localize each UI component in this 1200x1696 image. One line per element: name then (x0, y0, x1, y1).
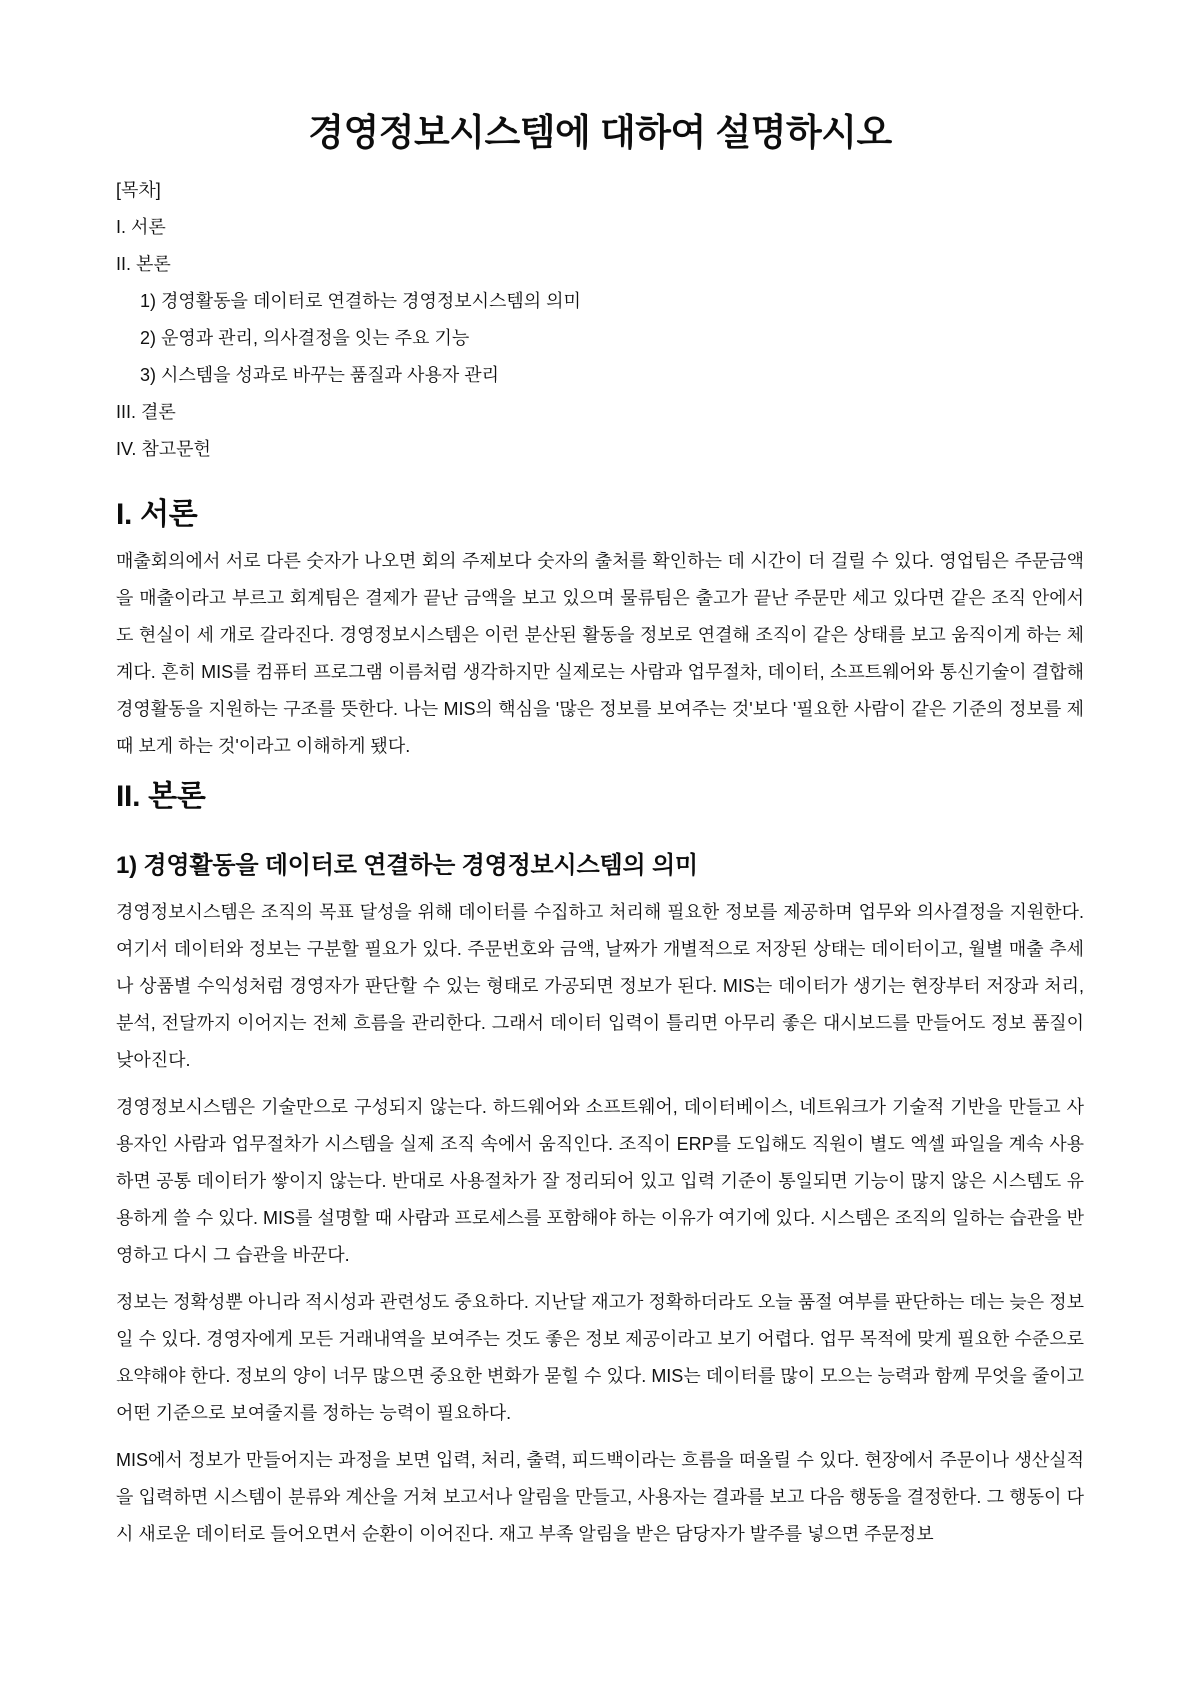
paragraph: 매출회의에서 서로 다른 숫자가 나오면 회의 주제보다 숫자의 출처를 확인하는 데 시간이 더 걸릴 수 있다. 영업팀은 주문금액을 매출이라고 부르고 회계팀은 결제가 끝난 금액을 보고 있으며 물류팀은 출고가 끝난 주문만 세고 있다면 같은 조직 안에서도 현실이 세 개로 갈라진다. 경영정보시스템은 이런 분산된 활동을 정보로 연결해 조직이 같은 상태를 보고 움직이게 하는 체계다. 흔히 MIS를 컴퓨터 프로그램 이름처럼 생각하지만 실제로는 사람과 업무절차, 데이터, 소프트웨어와 통신기술이 결합해 경영활동을 지원하는 구조를 뜻한다. 나는 MIS의 핵심을 '많은 정보를 보여주는 것'보다 '필요한 사람이 같은 기준의 정보를 제때 보게 하는 것'이라고 이해하게 됐다. (116, 551, 1084, 756)
subsection (116, 848, 1084, 1553)
toc-label: [목차] (116, 180, 161, 200)
toc-subitem: 1) 경영활동을 데이터로 연결하는 경영정보시스템의 의미 (140, 291, 581, 311)
document-title: 경영정보시스템에 대하여 설명하시오 (308, 112, 892, 153)
table-of-contents (116, 172, 1084, 468)
paragraph: 경영정보시스템은 조직의 목표 달성을 위해 데이터를 수집하고 처리해 필요한 정보를 제공하며 업무와 의사결정을 지원한다. 여기서 데이터와 정보는 구분할 필요가 있다. 주문번호와 금액, 날짜가 개별적으로 저장된 상태는 데이터이고, 월별 매출 추세나 상품별 수익성처럼 경영자가 판단할 수 있는 형태로 가공되면 정보가 된다. MIS는 데이터가 생기는 현장부터 저장과 처리, 분석, 전달까지 이어지는 전체 흐름을 관리한다. 그래서 데이터 입력이 틀리면 아무리 좋은 대시보드를 만들어도 정보 품질이 낮아진다. (116, 902, 1084, 1070)
section-body (116, 777, 1084, 1553)
toc-item: III. 결론 (116, 402, 176, 422)
section-introduction (116, 495, 1084, 765)
toc-subitem: 3) 시스템을 성과로 바꾸는 품질과 사용자 관리 (140, 365, 499, 385)
section-heading: II. 본론 (116, 780, 206, 813)
toc-subitem: 2) 운영과 관리, 의사결정을 잇는 주요 기능 (140, 328, 470, 348)
toc-item: II. 본론 (116, 254, 171, 274)
toc-item: I. 서론 (116, 217, 166, 237)
paragraph: MIS에서 정보가 만들어지는 과정을 보면 입력, 처리, 출력, 피드백이라는 흐름을 떠올릴 수 있다. 현장에서 주문이나 생산실적을 입력하면 시스템이 분류와 계산을 거쳐 보고서나 알림을 만들고, 사용자는 결과를 보고 다음 행동을 결정한다. 그 행동이 다시 새로운 데이터로 들어오면서 순환이 이어진다. 재고 부족 알림을 받은 담당자가 발주를 넣으면 주문정보 (116, 1450, 1084, 1544)
toc-item: IV. 참고문헌 (116, 439, 211, 459)
subsection-heading: 1) 경영활동을 데이터로 연결하는 경영정보시스템의 의미 (116, 852, 698, 879)
paragraph: 정보는 정확성뿐 아니라 적시성과 관련성도 중요하다. 지난달 재고가 정확하더라도 오늘 품절 여부를 판단하는 데는 늦은 정보일 수 있다. 경영자에게 모든 거래내역을 보여주는 것도 좋은 정보 제공이라고 보기 어렵다. 업무 목적에 맞게 필요한 수준으로 요약해야 한다. 정보의 양이 너무 많으면 중요한 변화가 묻힐 수 있다. MIS는 데이터를 많이 모으는 능력과 함께 무엇을 줄이고 어떤 기준으로 보여줄지를 정하는 능력이 필요하다. (116, 1292, 1084, 1423)
paragraph: 경영정보시스템은 기술만으로 구성되지 않는다. 하드웨어와 소프트웨어, 데이터베이스, 네트워크가 기술적 기반을 만들고 사용자인 사람과 업무절차가 시스템을 실제 조직 속에서 움직인다. 조직이 ERP를 도입해도 직원이 별도 엑셀 파일을 계속 사용하면 공통 데이터가 쌓이지 않는다. 반대로 사용절차가 잘 정리되어 있고 입력 기준이 통일되면 기능이 많지 않은 시스템도 유용하게 쓸 수 있다. MIS를 설명할 때 사람과 프로세스를 포함해야 하는 이유가 여기에 있다. 시스템은 조직의 일하는 습관을 반영하고 다시 그 습관을 바꾼다. (116, 1097, 1084, 1265)
section-heading: I. 서론 (116, 498, 198, 531)
